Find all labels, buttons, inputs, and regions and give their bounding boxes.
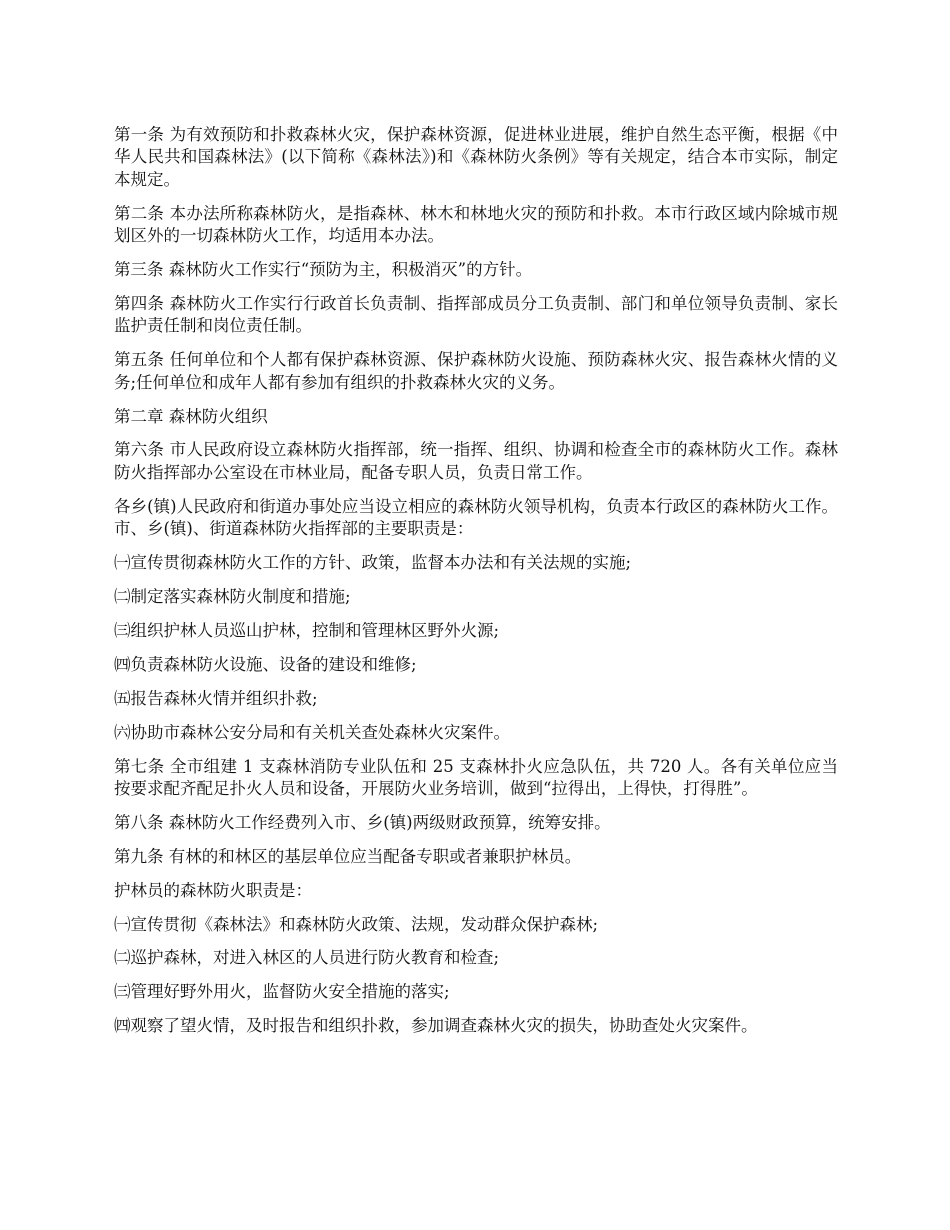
duty-item-6: ㈥协助市森林公安分局和有关机关查处森林火灾案件。 xyxy=(114,722,510,742)
ranger-duty-item-4: ㈣观察了望火情，及时报告和组织扑救，参加调查森林火灾的损失，协助查处火灾案件。 xyxy=(114,1016,758,1036)
article-9-paragraph: 第九条 有林的和林区的基层单位应当配备专职或者兼职护林员。 xyxy=(114,846,582,866)
duty-item-5: ㈤报告森林火情并组织扑救; xyxy=(114,688,318,708)
ranger-duty-item-3: ㈢管理好野外用火，监督防火安全措施的落实; xyxy=(114,982,450,1002)
duty-item-1: ㈠宣传贯彻森林防火工作的方针、政策，监督本办法和有关法规的实施; xyxy=(114,553,632,573)
article-4-paragraph: 第四条 森林防火工作实行行政首长负责制、指挥部成员分工负责制、部门和单位领导负责制、家长监护责任制和岗位责任制。 xyxy=(114,293,838,336)
ranger-duties-intro: 护林员的森林防火职责是： xyxy=(114,880,312,900)
article-5-paragraph: 第五条 任何单位和个人都有保护森林资源、保护森林防火设施、预防森林火灾、报告森林火情的义务;任何单位和成年人都有参加有组织的扑救森林火灾的义务。 xyxy=(114,350,838,392)
document-body xyxy=(114,124,838,1049)
article-3-paragraph: 第三条 森林防火工作实行“预防为主，积极消灭”的方针。 xyxy=(114,260,533,280)
article-8-paragraph: 第八条 森林防火工作经费列入市、乡(镇)两级财政预算，统筹安排。 xyxy=(114,812,611,832)
ranger-duty-item-2: ㈡巡护森林，对进入林区的人员进行防火教育和检查; xyxy=(114,948,500,968)
article-2-paragraph: 第二条 本办法所称森林防火，是指森林、林木和林地火灾的预防和扑救。本市行政区域内除城市规划区外的一切森林防火工作，均适用本办法。 xyxy=(114,203,838,246)
township-duties-intro: 各乡(镇)人民政府和街道办事处应当设立相应的森林防火领导机构，负责本行政区的森林防火工作。市、乡(镇)、街道森林防火指挥部的主要职责是： xyxy=(114,496,838,539)
duty-item-2: ㈡制定落实森林防火制度和措施; xyxy=(114,587,351,606)
ranger-duty-item-1: ㈠宣传贯彻《森林法》和森林防火政策、法规，发动群众保护森林; xyxy=(114,914,599,934)
article-7-paragraph: 第七条 全市组建 1 支森林消防专业队伍和 25 支森林扑火应急队伍，共 720 人。各有关单位应当按要求配齐配足扑火人员和设备，开展防火业务培训，做到“拉得出，上得快，打得胜”。 xyxy=(114,756,838,798)
chapter-2-heading: 第二章 森林防火组织 xyxy=(114,406,268,426)
article-6-paragraph: 第六条 市人民政府设立森林防火指挥部，统一指挥、组织、协调和检查全市的森林防火工作。森林防火指挥部办公室设在市林业局，配备专职人员，负责日常工作。 xyxy=(114,440,838,482)
article-1-paragraph: 第一条 为有效预防和扑救森林火灾，保护森林资源，促进林业进展，维护自然生态平衡，根据《中华人民共和国森林法》(以下简称《森林法》)和《森林防火条例》等有关规定，结合本市实际，制定本规定。 xyxy=(114,125,838,189)
duty-item-3: ㈢组织护林人员巡山护林，控制和管理林区野外火源; xyxy=(114,620,500,640)
duty-item-4: ㈣负责森林防火设施、设备的建设和维修; xyxy=(114,654,417,674)
